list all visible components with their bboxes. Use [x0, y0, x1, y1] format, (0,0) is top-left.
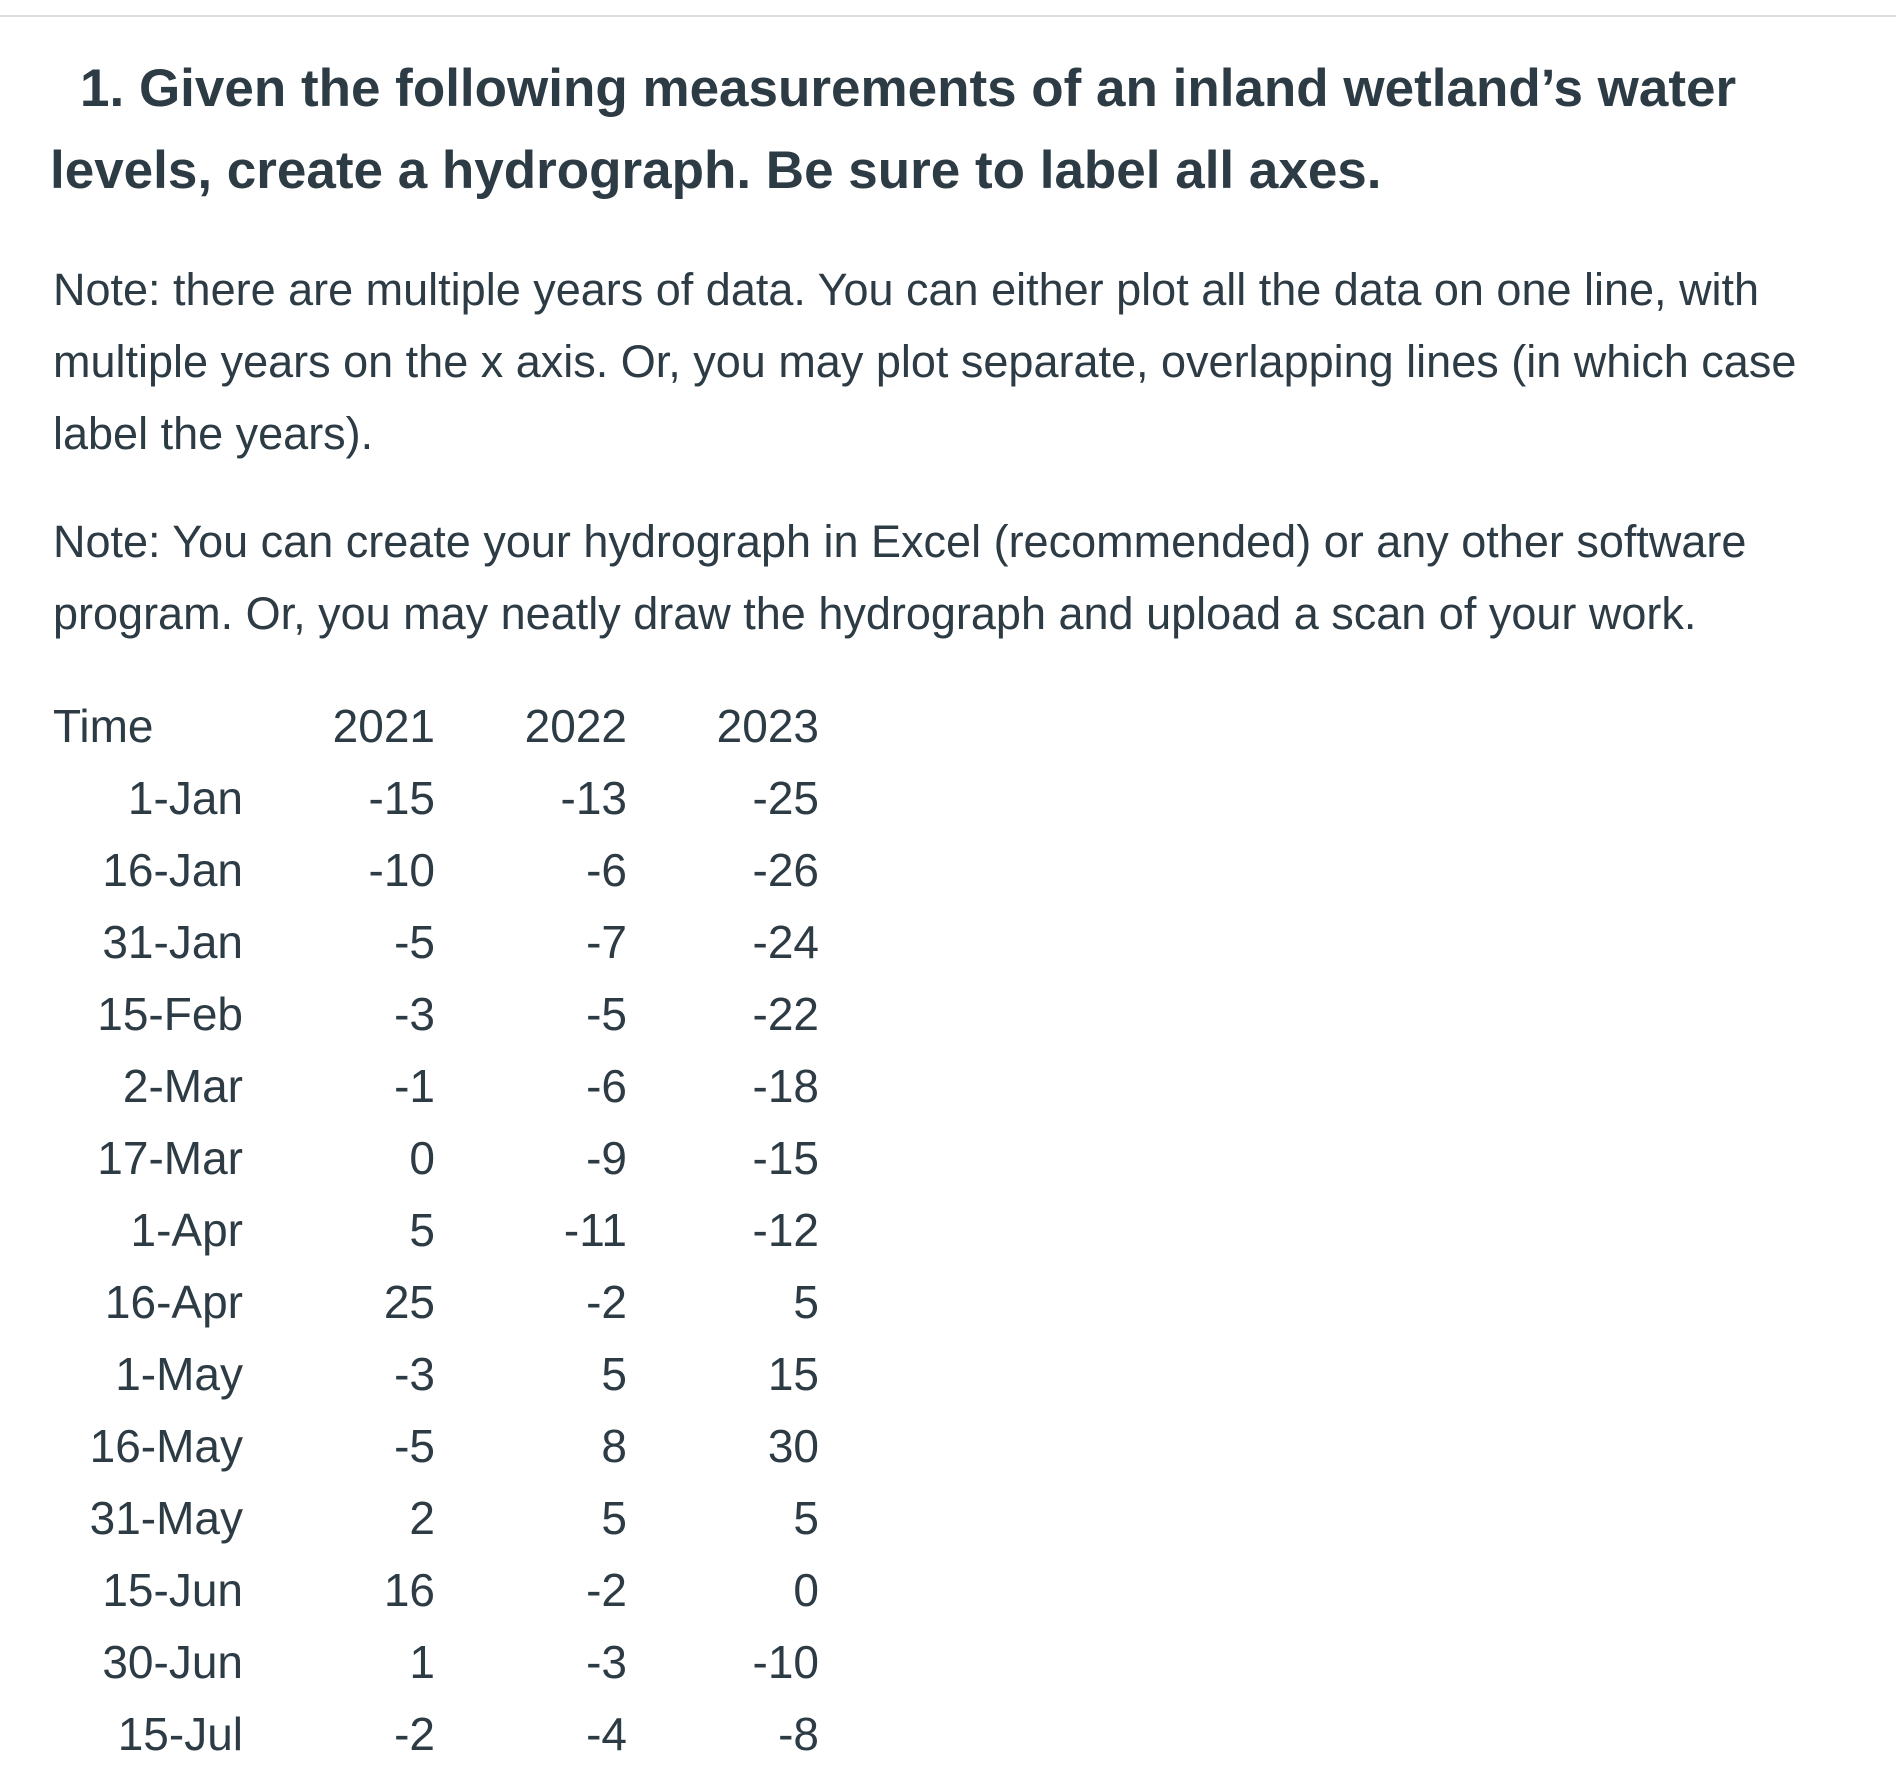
top-divider — [0, 15, 1896, 17]
question-title-line-2: levels, create a hydrograph. Be sure to label all axes. — [50, 141, 1382, 200]
cell-2023: 5 — [793, 1276, 819, 1328]
cell-2022: -13 — [560, 772, 627, 824]
cell-time: 15-Jun — [102, 1564, 243, 1616]
cell-2021: -5 — [394, 916, 435, 968]
cell-2022: 8 — [601, 1420, 627, 1472]
cell-2022: -6 — [586, 1060, 627, 1112]
water-level-table — [53, 690, 819, 1770]
cell-2022: -9 — [586, 1132, 627, 1184]
cell-2023: 0 — [793, 1564, 819, 1616]
cell-2022: 5 — [601, 1348, 627, 1400]
table-row — [53, 1482, 819, 1554]
table-row — [53, 1698, 819, 1770]
cell-2022: -2 — [586, 1564, 627, 1616]
table-row — [53, 1266, 819, 1338]
cell-2022: -2 — [586, 1276, 627, 1328]
header-time: Time — [53, 700, 154, 752]
cell-2022: 5 — [601, 1492, 627, 1544]
cell-2021: 5 — [409, 1204, 435, 1256]
question-content — [50, 48, 1855, 1770]
cell-time: 2-Mar — [122, 1060, 243, 1112]
cell-2021: -15 — [368, 772, 435, 824]
cell-2021: 25 — [383, 1276, 435, 1328]
cell-2021: -2 — [394, 1708, 435, 1760]
cell-2023: 15 — [767, 1348, 819, 1400]
cell-time: 1-May — [115, 1348, 243, 1400]
cell-time: 1-Jan — [127, 772, 243, 824]
cell-time: 16-Apr — [104, 1276, 243, 1328]
cell-2023: -25 — [752, 772, 819, 824]
table-row — [53, 1410, 819, 1482]
table-row — [53, 1122, 819, 1194]
table-header-row — [53, 690, 819, 762]
cell-2022: -6 — [586, 844, 627, 896]
header-2021: 2021 — [332, 700, 435, 752]
table-row — [53, 906, 819, 978]
table-body — [53, 762, 819, 1770]
cell-2023: -22 — [752, 988, 819, 1040]
cell-2021: -3 — [394, 988, 435, 1040]
cell-2023: -8 — [778, 1708, 819, 1760]
question-title-line-1: Given the following measurements of an inland wetland’s water — [138, 59, 1737, 118]
cell-2023: -12 — [752, 1204, 819, 1256]
cell-2021: -5 — [394, 1420, 435, 1472]
cell-2021: 2 — [409, 1492, 435, 1544]
header-2022: 2022 — [524, 700, 627, 752]
cell-2021: -3 — [394, 1348, 435, 1400]
cell-2022: -4 — [586, 1708, 627, 1760]
cell-time: 30-Jun — [102, 1636, 243, 1688]
table-row — [53, 1626, 819, 1698]
header-2023: 2023 — [716, 700, 819, 752]
table-row — [53, 1338, 819, 1410]
table-row — [53, 978, 819, 1050]
table-row — [53, 762, 819, 834]
cell-2022: -7 — [586, 916, 627, 968]
cell-time: 16-Jan — [102, 844, 243, 896]
cell-time: 16-May — [89, 1420, 243, 1472]
table-row — [53, 1194, 819, 1266]
cell-time: 31-May — [89, 1492, 243, 1544]
question-number: 1. — [80, 59, 125, 118]
cell-2022: -3 — [586, 1636, 627, 1688]
cell-2023: 30 — [767, 1420, 819, 1472]
table-row — [53, 1050, 819, 1122]
cell-2022: -5 — [586, 988, 627, 1040]
cell-2021: 16 — [383, 1564, 435, 1616]
cell-2021: -1 — [394, 1060, 435, 1112]
cell-2023: -26 — [752, 844, 819, 896]
cell-time: 1-Apr — [130, 1204, 243, 1256]
cell-2023: -10 — [752, 1636, 819, 1688]
cell-2021: 0 — [409, 1132, 435, 1184]
cell-2023: -18 — [752, 1060, 819, 1112]
cell-2023: -15 — [752, 1132, 819, 1184]
cell-time: 15-Jul — [117, 1708, 243, 1760]
cell-2022: -11 — [563, 1204, 627, 1256]
table-row — [53, 834, 819, 906]
cell-time: 15-Feb — [97, 988, 243, 1040]
cell-2021: -10 — [368, 844, 435, 896]
cell-2021: 1 — [409, 1636, 435, 1688]
cell-time: 17-Mar — [97, 1132, 243, 1184]
table-row — [53, 1554, 819, 1626]
question-title — [50, 48, 1855, 212]
cell-2023: -24 — [752, 916, 819, 968]
note-multiple-years: Note: there are multiple years of data. You can either plot all the data on one line, with multiple years on the x axis. Or, you may plot separate, overlapping lines (in which case label the years). — [53, 264, 1797, 459]
cell-time: 31-Jan — [102, 916, 243, 968]
note-software: Note: You can create your hydrograph in Excel (recommended) or any other software program. Or, you may neatly draw the hydrograph and upload a scan of your work. — [53, 516, 1747, 639]
cell-2023: 5 — [793, 1492, 819, 1544]
